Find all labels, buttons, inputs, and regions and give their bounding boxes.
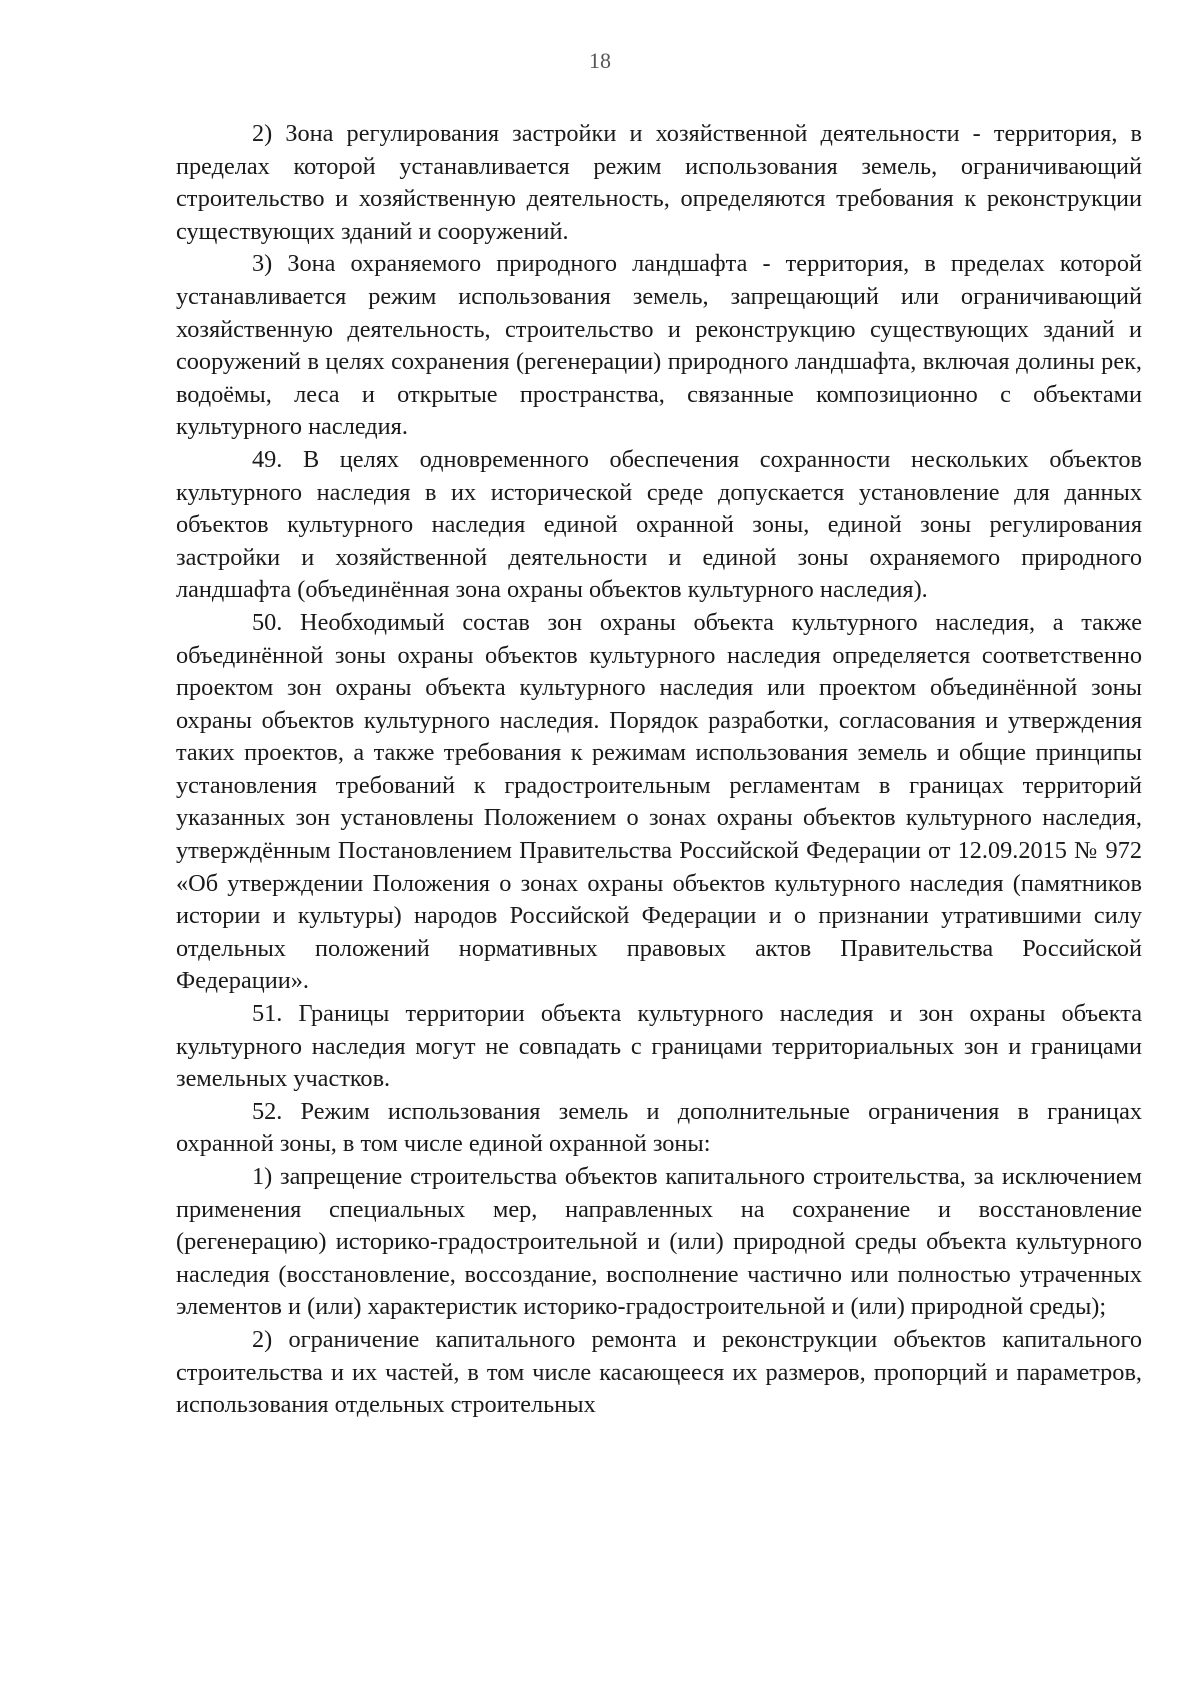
paragraph-52-item-1: 1) запрещение строительства объектов капитального строительства, за исключением применения специальных мер, направленных на сохранение и восстановление (регенерацию) историко-градостроительной и (или) природной среды объекта культурного наследия (восстановление, воссоздание, восполнение частично или полностью утраченных элементов и (или) характеристик историко-градостроительной и (или) природной среды); [176,1163,1142,1321]
paragraph-zone-regulation: 2) Зона регулирования застройки и хозяйственной деятельности - территория, в пределах которой устанавливается режим использования земель, ограничивающий строительство и хозяйственную деятельность, определяются требования к реконструкции существующих зданий и сооружений. [176,120,1142,245]
document-body [176,118,1142,1422]
paragraph-49: 49. В целях одновременного обеспечения сохранности нескольких объектов культурного наследия в их исторической среде допускается установление для данных объектов культурного наследия единой охранной зоны, единой зоны регулирования застройки и хозяйственной деятельности и единой зоны охраняемого природного ландшафта (объединённая зона охраны объектов культурного наследия). [176,445,1142,604]
paragraph-52-item-2: 2) ограничение капитального ремонта и реконструкции объектов капитального строительства и их частей, в том числе касающееся их размеров, пропорций и параметров, использования отдельных строительных [176,1325,1142,1419]
paragraph-50: 50. Необходимый состав зон охраны объекта культурного наследия, а также объединённой зоны охраны объектов культурного наследия определяется соответственно проектом зон охраны объекта культурного наследия или проектом объединённой зоны охраны объектов культурного наследия. Порядок разработки, согласования и утверждения таких проектов, а также требования к режимам использования земель и общие принципы установления требований к градостроительным регламентам в границах территорий указанных зон установлены Положением о зонах охраны объектов культурного наследия, утверждённым Постановлением Правительства Российской Федерации от 12.09.2015 № 972 «Об утверждении Положения о зонах охраны объектов культурного наследия (памятников истории и культуры) народов Российской Федерации и о признании утратившими силу отдельных положений нормативных правовых актов Правительства Российской Федерации». [176,608,1142,995]
paragraph-51: 51. Границы территории объекта культурного наследия и зон охраны объекта культурного наследия могут не совпадать с границами территориальных зон и границами земельных участков. [176,1000,1142,1093]
page-number: 18 [589,48,611,73]
paragraph-52: 52. Режим использования земель и дополнительные ограничения в границах охранной зоны, в том числе единой охранной зоны: [176,1097,1142,1158]
paragraph-zone-landscape: 3) Зона охраняемого природного ландшафта - территория, в пределах которой устанавливается режим использования земель, запрещающий или ограничивающий хозяйственную деятельность, строительство и реконструкцию существующих зданий и сооружений в целях сохранения (регенерации) природного ландшафта, включая долины рек, водоёмы, леса и открытые пространства, связанные композиционно с объектами культурного наследия. [176,250,1142,441]
